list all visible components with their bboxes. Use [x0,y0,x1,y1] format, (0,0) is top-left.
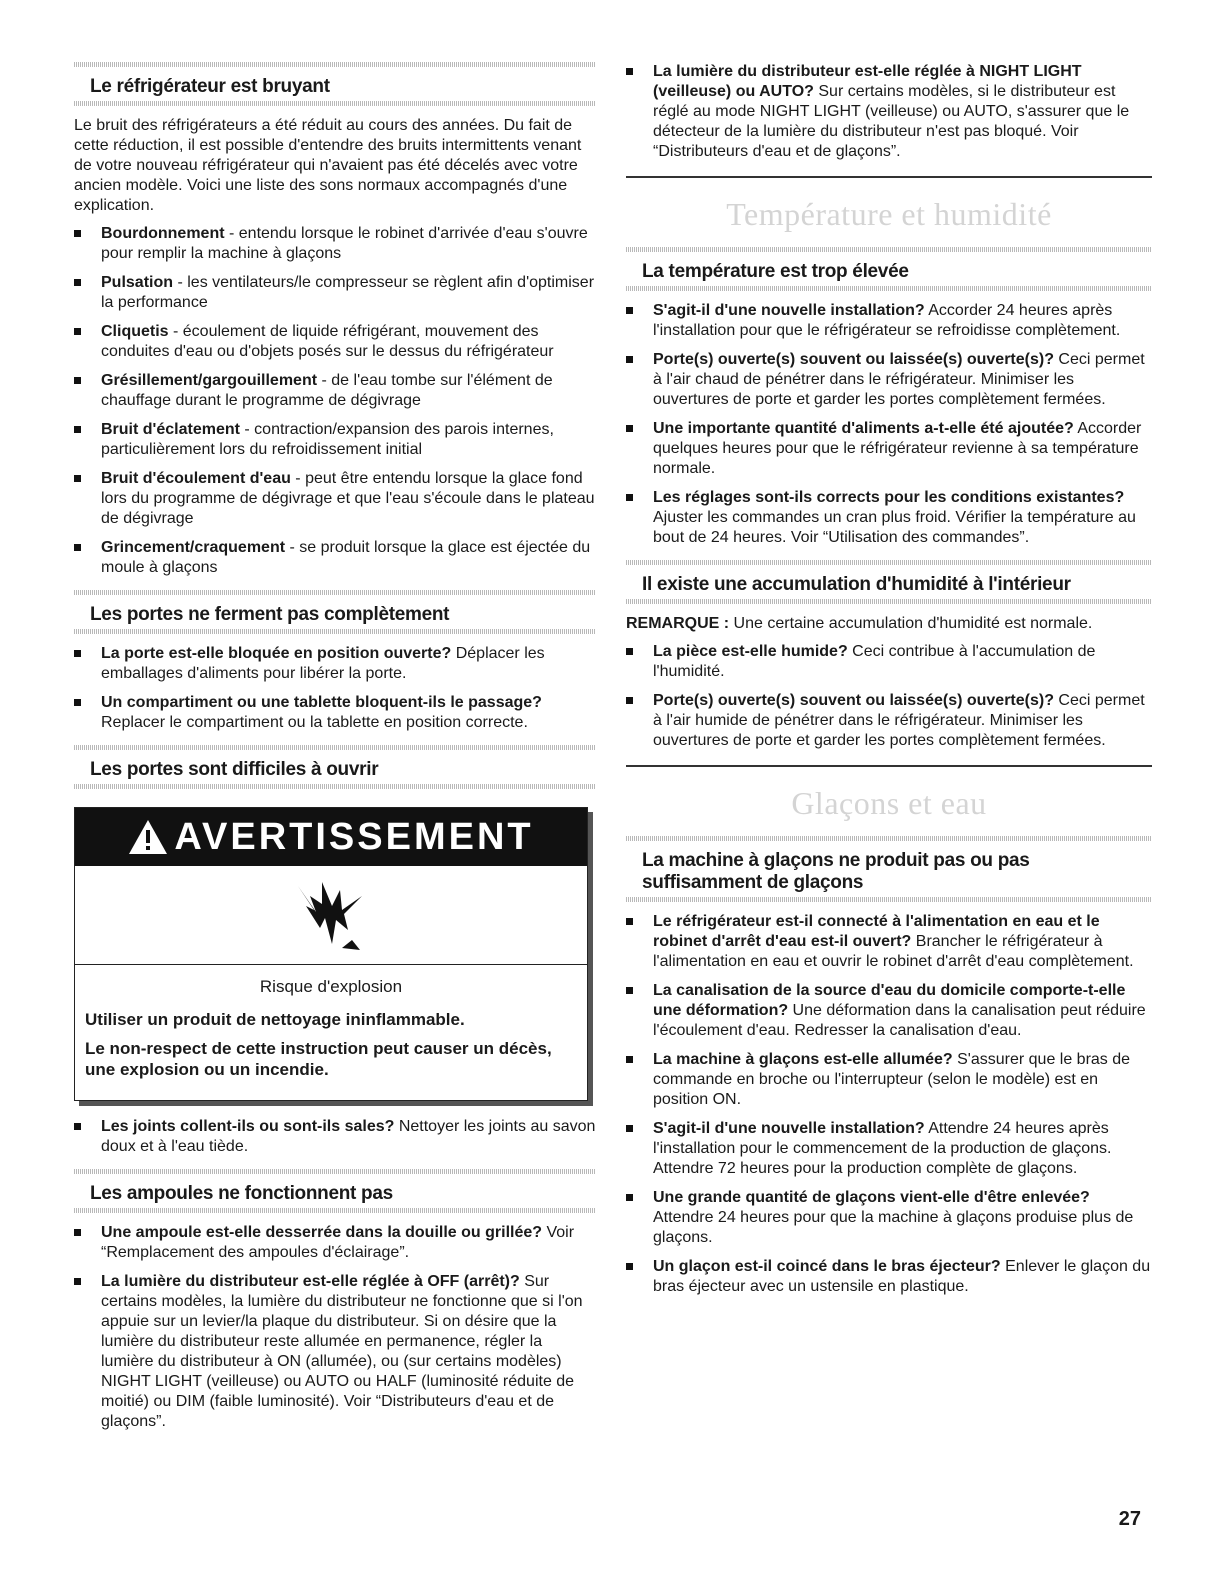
list-item: La lumière du distributeur est-elle réglée à NIGHT LIGHT (veilleuse) ou AUTO? Sur certains modèles, si le distributeur est réglé au mode NIGHT LIGHT (veilleuse) ou AUTO, s'assurer que le détecteur de la lumière du distributeur n'est pas bloqué. Voir “Distributeurs d'eau et de glaçons”. [626,62,1152,162]
page-number: 27 [1118,1508,1141,1530]
chapter-heading-ice-water: Glaçons et eau [626,765,1152,836]
list-item: Les joints collent-ils ou sont-ils sales? Nettoyer les joints au savon doux et à l'eau tiède. [74,1117,596,1157]
section-heading-temperature: La température est trop élevée [626,247,1152,291]
list-item: Un glaçon est-il coincé dans le bras éjecteur? Enlever le glaçon du bras éjecteur avec un ustensile en plastique. [626,1257,1152,1297]
list-item: Une ampoule est-elle desserrée dans la douille ou grillée? Voir “Remplacement des ampoules d'éclairage”. [74,1223,596,1263]
list-item: Grésillement/gargouillement - de l'eau tombe sur l'élément de chauffage durant le programme de dégivrage [74,371,596,411]
warning-body [75,965,587,1100]
section-heading-noisy: Le réfrigérateur est bruyant [74,62,596,106]
dispenser-light-list [626,62,1152,162]
section-heading-humidity: Il existe une accumulation d'humidité à l'intérieur [626,560,1152,604]
list-item: Bruit d'éclatement - contraction/expansion des parois internes, particulièrement lors du refroidissement initial [74,420,596,460]
bulbs-list [74,1223,596,1432]
section-heading-doors-open: Les portes sont difficiles à ouvrir [74,745,596,789]
list-item: La pièce est-elle humide? Ceci contribue à l'accumulation de l'humidité. [626,642,1152,682]
warning-risk: Risque d'explosion [259,977,403,996]
chapter-heading-temperature: Température et humidité [626,176,1152,247]
list-item: Grincement/craquement - se produit lorsque la glace est éjectée du moule à glaçons [74,538,596,578]
warning-title: AVERTISSEMENT [174,815,534,858]
doors-close-list [74,644,596,733]
list-item: S'agit-il d'une nouvelle installation? Attendre 24 heures après l'installation pour le commencement de la production de glaçons. Attendre 72 heures pour la production complète de glaçons. [626,1119,1152,1179]
list-item: Une grande quantité de glaçons vient-elle d'être enlevée? Attendre 24 heures pour que la machine à glaçons produise plus de glaçons. [626,1188,1152,1248]
warning-line-1: Utiliser un produit de nettoyage ininflammable. [85,1010,465,1029]
warning-box [74,807,588,1101]
list-item: La canalisation de la source d'eau du domicile comporte-t-elle une déformation? Une déformation dans la canalisation peut réduire l'écoulement d'eau. Redresser la canalisation d'eau. [626,981,1152,1041]
list-item: Porte(s) ouverte(s) souvent ou laissée(s) ouverte(s)? Ceci permet à l'air chaud de pénétrer dans le réfrigérateur. Minimiser les ouvertures de porte et garder les portes complètement fermées. [626,350,1152,410]
warning-title-bar [75,808,587,866]
list-item: Bourdonnement - entendu lorsque le robinet d'arrivée d'eau s'ouvre pour remplir la machine à glaçons [74,224,596,264]
list-item: Cliquetis - écoulement de liquide réfrigérant, mouvement des conduites d'eau ou d'objets posés sur le dessus du réfrigérateur [74,322,596,362]
humidity-note: REMARQUE : Une certaine accumulation d'humidité est normale. [626,615,1093,632]
intro-paragraph: Le bruit des réfrigérateurs a été réduit au cours des années. Du fait de cette réduction, il est possible d'entendre des bruits intermittents venant de votre nouveau réfrigérateur qui n'avaient pas été décelés avec votre ancien modèle. Voici une liste des sons normaux accompagnés d'une explication. [74,117,582,214]
ice-maker-list [626,912,1152,1297]
list-item: S'agit-il d'une nouvelle installation? Accorder 24 heures après l'installation pour que le réfrigérateur se refroidisse complètement. [626,301,1152,341]
humidity-list [626,642,1152,751]
section-heading-ice-maker: La machine à glaçons ne produit pas ou pas suffisamment de glaçons [626,836,1152,902]
right-column [626,62,1152,1309]
list-item: Une importante quantité d'aliments a-t-elle été ajoutée? Accorder quelques heures pour que le réfrigérateur revienne à sa température normale. [626,419,1152,479]
list-item: Un compartiment ou une tablette bloquent-ils le passage? Replacer le compartiment ou la tablette en position correcte. [74,693,596,733]
list-item: Bruit d'écoulement d'eau - peut être entendu lorsque la glace fond lors du programme de dégivrage et que l'eau s'écoule dans le plateau de dégivrage [74,469,596,529]
list-item: Les réglages sont-ils corrects pour les conditions existantes? Ajuster les commandes un cran plus froid. Vérifier la température au bout de 24 heures. Voir “Utilisation des commandes”. [626,488,1152,548]
noise-list [74,224,596,578]
list-item: Le réfrigérateur est-il connecté à l'alimentation en eau et le robinet d'arrêt d'eau est-il ouvert? Brancher le réfrigérateur à l'alimentation en eau et ouvrir le robinet d'arrêt d'eau complètement. [626,912,1152,972]
list-item: La porte est-elle bloquée en position ouverte? Déplacer les emballages d'aliments pour libérer la porte. [74,644,596,684]
left-column [74,62,596,1444]
list-item: La machine à glaçons est-elle allumée? S'assurer que le bras de commande en broche ou l'interrupteur (selon le modèle) est en position ON. [626,1050,1152,1110]
section-heading-bulbs: Les ampoules ne fonctionnent pas [74,1169,596,1213]
warning-triangle-icon [128,819,168,855]
explosion-icon [292,876,370,954]
section-heading-doors-close: Les portes ne ferment pas complètement [74,590,596,634]
list-item: La lumière du distributeur est-elle réglée à OFF (arrêt)? Sur certains modèles, la lumière du distributeur ne fonctionne que si l'on appuie sur un levier/la plaque du distributeur. Si on désire que la lumière du distributeur reste allumée en permanence, régler la lumière du distributeur à ON (allumée), ou (sur certains modèles) NIGHT LIGHT (veilleuse) ou AUTO ou HALF (luminosité réduite de moitié) ou DIM (faible luminosité). Voir “Distributeurs d'eau et de glaçons”. [74,1272,596,1432]
temperature-list [626,301,1152,548]
explosion-icon-box [75,866,587,965]
warning-line-2: Le non-respect de cette instruction peut causer un décès, une explosion ou un incendie. [85,1039,552,1079]
doors-open-list [74,1117,596,1157]
list-item: Porte(s) ouverte(s) souvent ou laissée(s) ouverte(s)? Ceci permet à l'air humide de pénétrer dans le réfrigérateur. Minimiser les ouvertures de porte et garder les portes complètement fermées. [626,691,1152,751]
list-item: Pulsation - les ventilateurs/le compresseur se règlent afin d'optimiser la performance [74,273,596,313]
